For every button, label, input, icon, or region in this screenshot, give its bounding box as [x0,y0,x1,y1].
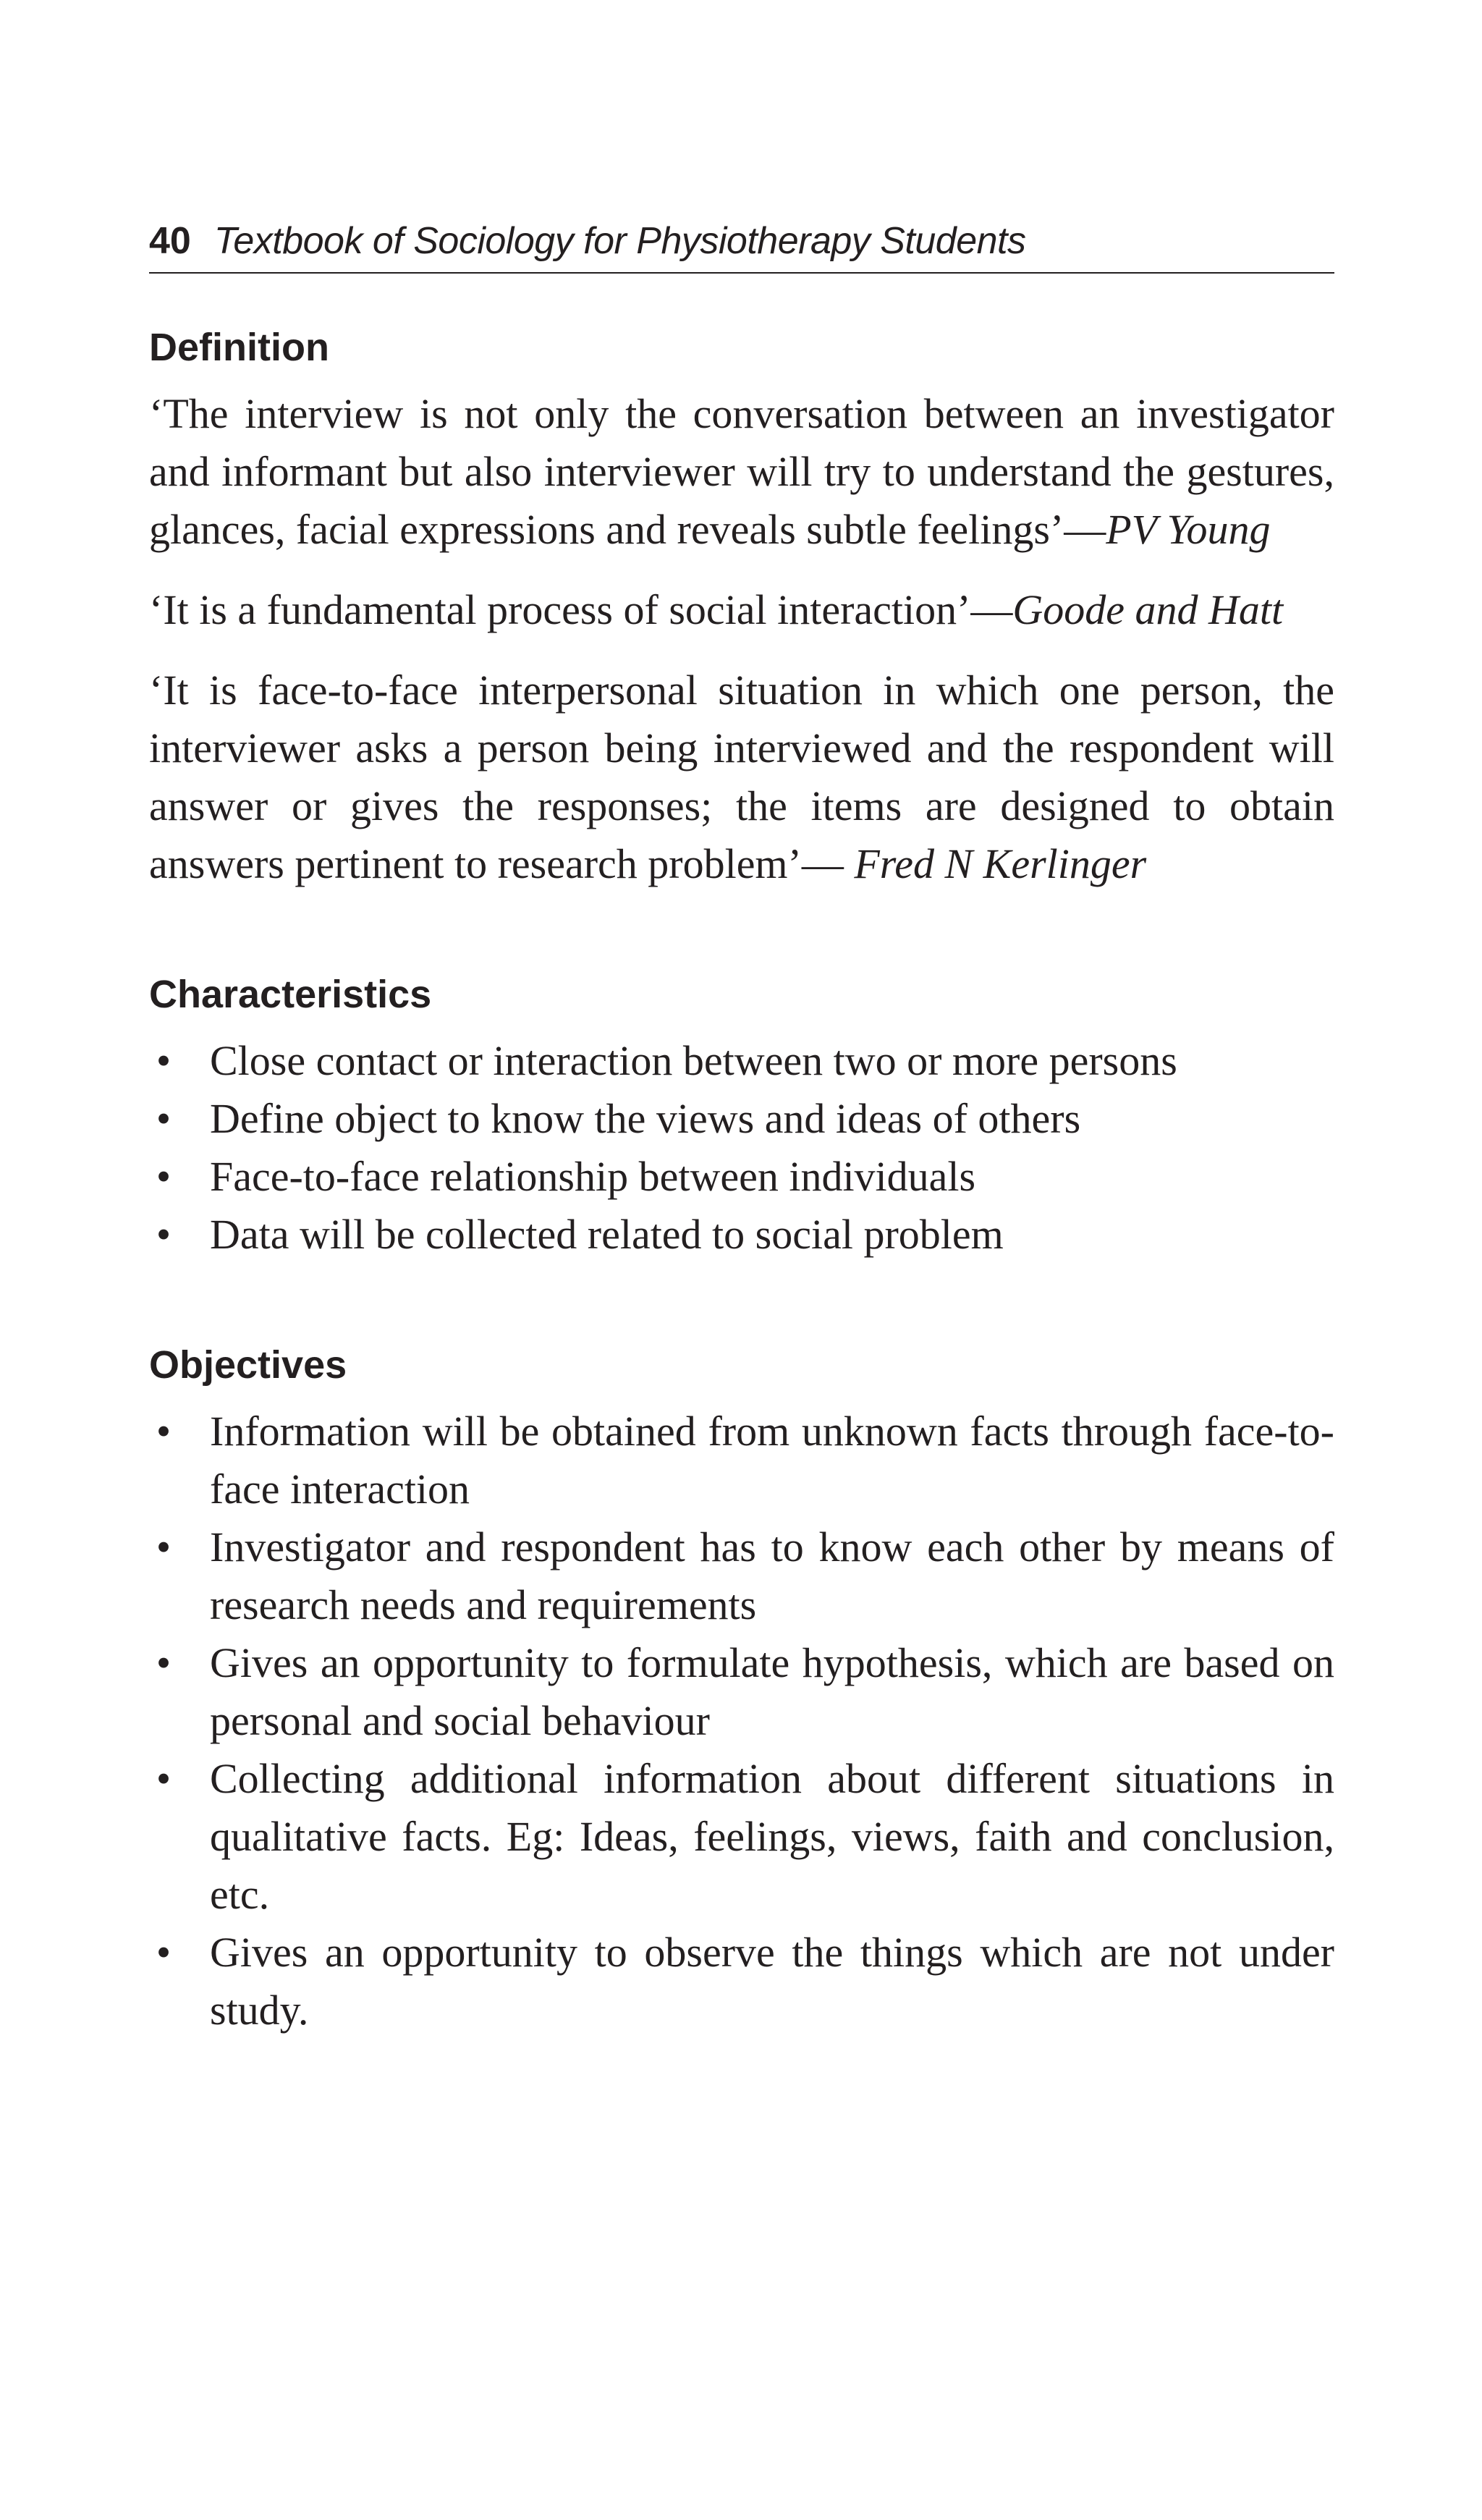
list-item-text: Define object to know the views and ideas of others [210,1095,1081,1142]
list-item-text: Collecting additional information about different situations in qualitative facts. Eg: Ideas, feelings, views, faith and conclusion, etc. [210,1755,1334,1918]
objectives-list [149,1403,1334,2039]
list-item-text: Gives an opportunity to formulate hypothesis, which are based on personal and social behaviour [210,1639,1334,1744]
quote-author: Goode and Hatt [1012,586,1284,633]
definition-quote [149,385,1334,559]
characteristics-heading: Characteristics [149,973,432,1016]
book-title: Textbook of Sociology for Physiotherapy Students [213,220,1026,262]
bullet-icon: • [156,1037,172,1084]
quote-text: ‘The interview is not only the conversation between an investigator and informant but also interviewer will try to understand the gestures, glances, facial expressions and reveals subtle feelings’— [149,390,1334,553]
definition-quote [149,661,1334,893]
list-item-text: Investigator and respondent has to know each other by means of research needs and requirements [210,1523,1334,1628]
list-item [149,1518,1334,1634]
bullet-icon: • [156,1639,172,1686]
list-item-text: Face-to-face relationship between individuals [210,1153,976,1200]
quote-text: ‘It is face-to-face interpersonal situation in which one person, the interviewer asks a person being interviewed and the respondent will answer or gives the responses; the items are designed to obtain answers pertinent to research problem’— [149,667,1334,887]
quote-author: Fred N Kerlinger [854,840,1147,887]
list-item [149,1634,1334,1750]
running-head [149,214,1334,274]
list-item-text: Gives an opportunity to observe the things which are not under study. [210,1929,1334,2034]
list-item [149,1090,1334,1148]
definition-heading: Definition [149,326,329,369]
list-item [149,1403,1334,1518]
bullet-icon: • [156,1755,172,1802]
quote-text: ‘It is a fundamental process of social interaction’— [149,586,1013,633]
list-item [149,1750,1334,1924]
characteristics-list [149,1032,1334,1264]
bullet-icon: • [156,1408,172,1455]
list-item-text: Data will be collected related to social problem [210,1211,1004,1258]
list-item-text: Close contact or interaction between two or more persons [210,1037,1177,1084]
bullet-icon: • [156,1929,172,1976]
list-item [149,1206,1334,1264]
list-item [149,1032,1334,1090]
bullet-icon: • [156,1095,172,1142]
quote-author: PV Young [1106,506,1271,553]
list-item-text: Information will be obtained from unknown facts through face-to-face interaction [210,1408,1334,1513]
definition-quote [149,581,1334,639]
list-item [149,1924,1334,2039]
page-number: 40 [149,220,191,262]
list-item [149,1148,1334,1206]
bullet-icon: • [156,1523,172,1570]
bullet-icon: • [156,1153,172,1200]
book-page [149,214,1334,2039]
bullet-icon: • [156,1211,172,1258]
objectives-heading: Objectives [149,1343,347,1387]
